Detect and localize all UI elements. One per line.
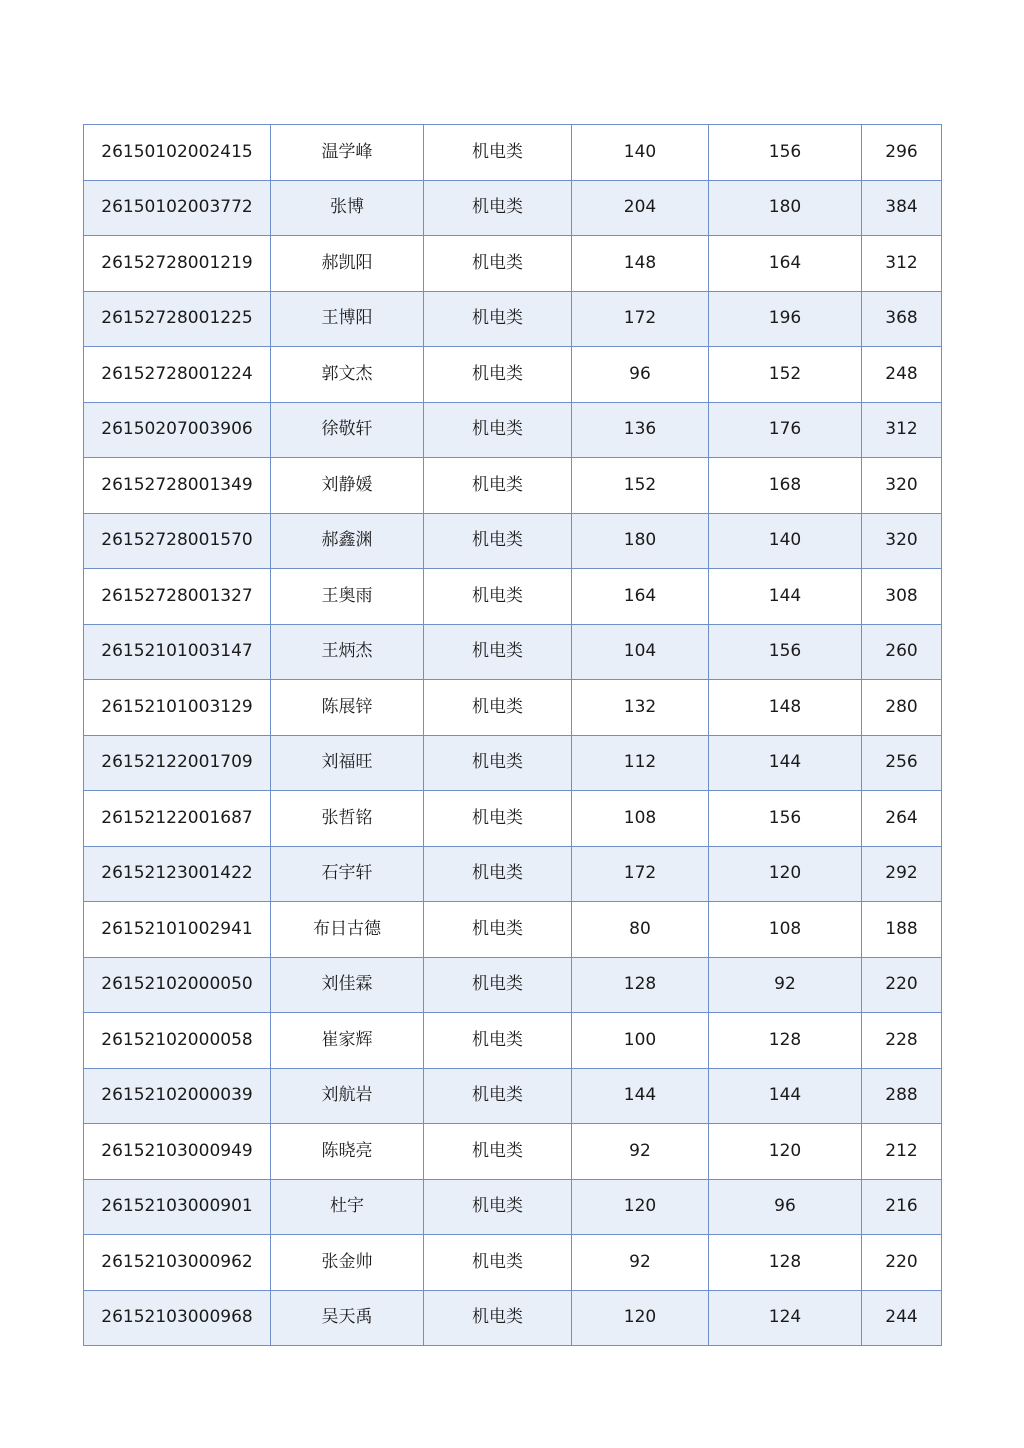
table-row (84, 1124, 942, 1180)
exam-number-cell: 26152728001219 (84, 236, 271, 292)
category-cell: 机电类 (424, 1124, 572, 1180)
score-1-cell: 180 (572, 513, 709, 569)
exam-number-cell: 26152101002941 (84, 902, 271, 958)
name-cell: 刘静媛 (271, 458, 424, 514)
total-score-cell: 248 (862, 347, 942, 403)
table-row (84, 1013, 942, 1069)
score-1-cell: 152 (572, 458, 709, 514)
name-cell: 温学峰 (271, 125, 424, 181)
score-1-cell: 132 (572, 680, 709, 736)
total-score-cell: 188 (862, 902, 942, 958)
name-cell: 刘福旺 (271, 735, 424, 791)
score-2-cell: 196 (709, 291, 862, 347)
score-2-cell: 124 (709, 1290, 862, 1346)
table-row (84, 1179, 942, 1235)
total-score-cell: 280 (862, 680, 942, 736)
name-cell: 王炳杰 (271, 624, 424, 680)
exam-number-cell: 26150102003772 (84, 180, 271, 236)
exam-number-cell: 26152103000949 (84, 1124, 271, 1180)
table-row (84, 957, 942, 1013)
score-1-cell: 164 (572, 569, 709, 625)
category-cell: 机电类 (424, 569, 572, 625)
score-2-cell: 144 (709, 569, 862, 625)
table-row (84, 347, 942, 403)
exam-number-cell: 26152103000968 (84, 1290, 271, 1346)
category-cell: 机电类 (424, 291, 572, 347)
total-score-cell: 244 (862, 1290, 942, 1346)
name-cell: 刘航岩 (271, 1068, 424, 1124)
score-1-cell: 112 (572, 735, 709, 791)
score-2-cell: 168 (709, 458, 862, 514)
score-2-cell: 176 (709, 402, 862, 458)
table-row (84, 624, 942, 680)
score-1-cell: 92 (572, 1124, 709, 1180)
score-1-cell: 108 (572, 791, 709, 847)
name-cell: 王博阳 (271, 291, 424, 347)
total-score-cell: 220 (862, 1235, 942, 1291)
name-cell: 徐敬轩 (271, 402, 424, 458)
exam-number-cell: 26152103000901 (84, 1179, 271, 1235)
category-cell: 机电类 (424, 402, 572, 458)
score-2-cell: 156 (709, 125, 862, 181)
table-row (84, 846, 942, 902)
category-cell: 机电类 (424, 236, 572, 292)
score-2-cell: 140 (709, 513, 862, 569)
score-1-cell: 96 (572, 347, 709, 403)
name-cell: 陈晓亮 (271, 1124, 424, 1180)
total-score-cell: 312 (862, 402, 942, 458)
name-cell: 郝凯阳 (271, 236, 424, 292)
table-row (84, 291, 942, 347)
exam-number-cell: 26152103000962 (84, 1235, 271, 1291)
table-row (84, 125, 942, 181)
category-cell: 机电类 (424, 180, 572, 236)
exam-number-cell: 26152728001224 (84, 347, 271, 403)
score-1-cell: 100 (572, 1013, 709, 1069)
category-cell: 机电类 (424, 957, 572, 1013)
exam-number-cell: 26152728001349 (84, 458, 271, 514)
total-score-cell: 308 (862, 569, 942, 625)
score-1-cell: 148 (572, 236, 709, 292)
score-2-cell: 128 (709, 1235, 862, 1291)
exam-number-cell: 26152728001570 (84, 513, 271, 569)
score-2-cell: 96 (709, 1179, 862, 1235)
category-cell: 机电类 (424, 1013, 572, 1069)
exam-number-cell: 26152122001687 (84, 791, 271, 847)
score-2-cell: 120 (709, 1124, 862, 1180)
table-row (84, 735, 942, 791)
total-score-cell: 216 (862, 1179, 942, 1235)
score-2-cell: 92 (709, 957, 862, 1013)
total-score-cell: 296 (862, 125, 942, 181)
score-2-cell: 144 (709, 735, 862, 791)
category-cell: 机电类 (424, 735, 572, 791)
exam-number-cell: 26152122001709 (84, 735, 271, 791)
total-score-cell: 220 (862, 957, 942, 1013)
score-1-cell: 144 (572, 1068, 709, 1124)
name-cell: 张金帅 (271, 1235, 424, 1291)
score-2-cell: 128 (709, 1013, 862, 1069)
category-cell: 机电类 (424, 458, 572, 514)
table-row (84, 513, 942, 569)
score-1-cell: 204 (572, 180, 709, 236)
table-row (84, 1235, 942, 1291)
total-score-cell: 260 (862, 624, 942, 680)
score-1-cell: 172 (572, 291, 709, 347)
table-row (84, 458, 942, 514)
table-row (84, 680, 942, 736)
score-2-cell: 180 (709, 180, 862, 236)
name-cell: 刘佳霖 (271, 957, 424, 1013)
name-cell: 王奥雨 (271, 569, 424, 625)
category-cell: 机电类 (424, 125, 572, 181)
exam-number-cell: 26152102000050 (84, 957, 271, 1013)
score-1-cell: 92 (572, 1235, 709, 1291)
score-2-cell: 148 (709, 680, 862, 736)
score-2-cell: 164 (709, 236, 862, 292)
total-score-cell: 312 (862, 236, 942, 292)
category-cell: 机电类 (424, 624, 572, 680)
table-row (84, 236, 942, 292)
table-row (84, 1068, 942, 1124)
category-cell: 机电类 (424, 1068, 572, 1124)
exam-number-cell: 26150102002415 (84, 125, 271, 181)
table-row (84, 1290, 942, 1346)
exam-number-cell: 26152123001422 (84, 846, 271, 902)
total-score-cell: 256 (862, 735, 942, 791)
score-1-cell: 140 (572, 125, 709, 181)
table-row (84, 902, 942, 958)
category-cell: 机电类 (424, 1290, 572, 1346)
score-2-cell: 120 (709, 846, 862, 902)
total-score-cell: 320 (862, 458, 942, 514)
category-cell: 机电类 (424, 846, 572, 902)
name-cell: 张哲铭 (271, 791, 424, 847)
name-cell: 张博 (271, 180, 424, 236)
table-row (84, 180, 942, 236)
category-cell: 机电类 (424, 680, 572, 736)
results-table (83, 124, 942, 1346)
score-2-cell: 152 (709, 347, 862, 403)
name-cell: 吴天禹 (271, 1290, 424, 1346)
score-1-cell: 136 (572, 402, 709, 458)
total-score-cell: 288 (862, 1068, 942, 1124)
exam-number-cell: 26152728001225 (84, 291, 271, 347)
exam-number-cell: 26152102000058 (84, 1013, 271, 1069)
total-score-cell: 264 (862, 791, 942, 847)
score-1-cell: 172 (572, 846, 709, 902)
exam-number-cell: 26152101003129 (84, 680, 271, 736)
exam-number-cell: 26152728001327 (84, 569, 271, 625)
total-score-cell: 292 (862, 846, 942, 902)
score-2-cell: 144 (709, 1068, 862, 1124)
name-cell: 布日古德 (271, 902, 424, 958)
total-score-cell: 320 (862, 513, 942, 569)
score-1-cell: 120 (572, 1290, 709, 1346)
total-score-cell: 228 (862, 1013, 942, 1069)
name-cell: 石宇轩 (271, 846, 424, 902)
table-row (84, 791, 942, 847)
exam-number-cell: 26152101003147 (84, 624, 271, 680)
exam-number-cell: 26150207003906 (84, 402, 271, 458)
score-1-cell: 80 (572, 902, 709, 958)
total-score-cell: 368 (862, 291, 942, 347)
total-score-cell: 212 (862, 1124, 942, 1180)
category-cell: 机电类 (424, 902, 572, 958)
category-cell: 机电类 (424, 513, 572, 569)
category-cell: 机电类 (424, 1179, 572, 1235)
score-2-cell: 108 (709, 902, 862, 958)
name-cell: 郭文杰 (271, 347, 424, 403)
category-cell: 机电类 (424, 1235, 572, 1291)
total-score-cell: 384 (862, 180, 942, 236)
name-cell: 郝鑫渊 (271, 513, 424, 569)
table-row (84, 569, 942, 625)
score-1-cell: 104 (572, 624, 709, 680)
name-cell: 陈展锌 (271, 680, 424, 736)
score-2-cell: 156 (709, 624, 862, 680)
name-cell: 杜宇 (271, 1179, 424, 1235)
category-cell: 机电类 (424, 791, 572, 847)
score-1-cell: 128 (572, 957, 709, 1013)
table-row (84, 402, 942, 458)
score-1-cell: 120 (572, 1179, 709, 1235)
table-body (84, 125, 942, 1346)
name-cell: 崔家辉 (271, 1013, 424, 1069)
score-2-cell: 156 (709, 791, 862, 847)
category-cell: 机电类 (424, 347, 572, 403)
exam-number-cell: 26152102000039 (84, 1068, 271, 1124)
